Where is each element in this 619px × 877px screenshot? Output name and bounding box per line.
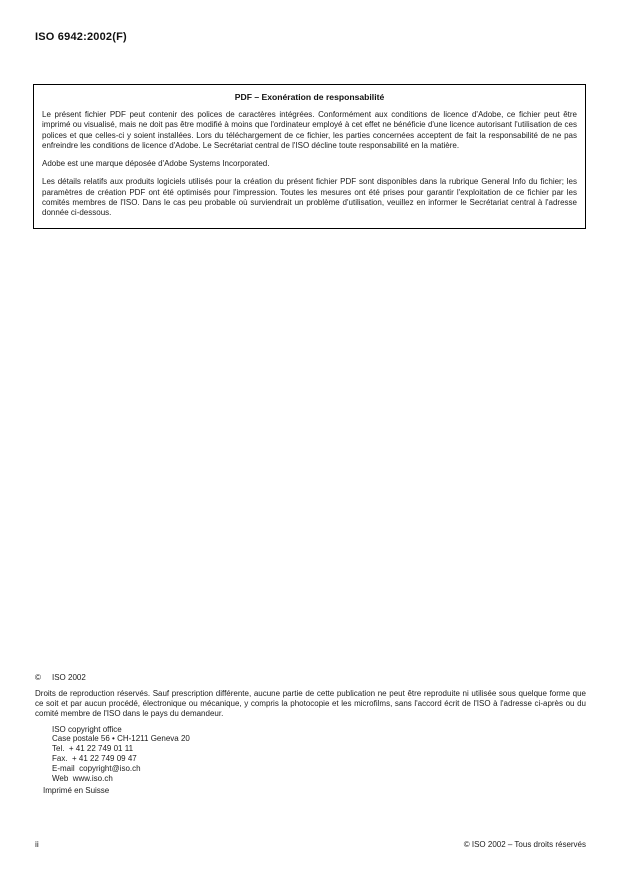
disclaimer-paragraph-1: Le présent fichier PDF peut contenir des polices de caractères intégrées. Conformément aux conditions de licence d'Adobe, ce fichier peut être imprimé ou visualisé, mais ne doit pas être modifié à moins que l'ordinateur employé à cet effet ne bénéficie d'une licence autorisant l'utilisation de ces polices et que celles-ci y soient installées. Lors du téléchargement de ce fichier, les parties concernées acceptent de fait la responsabilité de ne pas enfreindre les conditions de licence d'Adobe. Le Secrétariat central de l'ISO décline toute responsabilité en la matière. bbox=[42, 110, 577, 150]
copyright-symbol: © bbox=[35, 673, 41, 682]
footer-copyright-notice: © ISO 2002 – Tous droits réservés bbox=[463, 840, 586, 849]
printed-in-line: Imprimé en Suisse bbox=[43, 786, 110, 796]
iso-address-block bbox=[52, 725, 586, 784]
pdf-disclaimer-box bbox=[33, 84, 586, 229]
page-number: ii bbox=[35, 839, 39, 849]
disclaimer-paragraph-2: Adobe est une marque déposée d'Adobe Systems Incorporated. bbox=[42, 159, 270, 169]
document-reference-header: ISO 6942:2002(F) bbox=[35, 31, 127, 43]
copyright-year: ISO 2002 bbox=[52, 673, 86, 682]
disclaimer-paragraph-3: Les détails relatifs aux produits logiciels utilisés pour la création du présent fichier PDF sont disponibles dans la rubrique General Info du fichier; les paramètres de création PDF ont été optimisés pour l'impression. Toutes les mesures ont été prises pour garantir l'exploitation de ce fichier par les comités membres de l'ISO. Dans le cas peu probable où surviendrait un problème d'utilisation, veuillez en informer le Secrétariat central à l'adresse donnée ci-dessous. bbox=[42, 177, 577, 218]
copyright-year-line bbox=[35, 673, 586, 683]
address-line-postal: Case postale 56 • CH-1211 Geneva 20 bbox=[52, 734, 190, 744]
address-line-office: ISO copyright office bbox=[52, 724, 122, 734]
reproduction-rights-text: Droits de reproduction réservés. Sauf prescription différente, aucune partie de cette publication ne peut être reproduite ni utilisée sous quelque forme que ce soit et par aucun procédé, électronique ou mécanique, y compris la photocopie et les microfilms, sans l'accord écrit de l'ISO à l'adresse ci-après ou du comité membre de l'ISO dans le pays du demandeur. bbox=[35, 689, 586, 719]
address-line-tel: Tel. + 41 22 749 01 11 bbox=[52, 744, 134, 754]
page-footer bbox=[35, 839, 586, 849]
address-line-fax: Fax. + 41 22 749 09 47 bbox=[52, 754, 137, 763]
address-line-web: Web www.iso.ch bbox=[52, 773, 113, 783]
copyright-section bbox=[35, 673, 586, 796]
disclaimer-title: PDF – Exonération de responsabilité bbox=[234, 92, 385, 102]
address-line-email: E-mail copyright@iso.ch bbox=[52, 763, 141, 773]
